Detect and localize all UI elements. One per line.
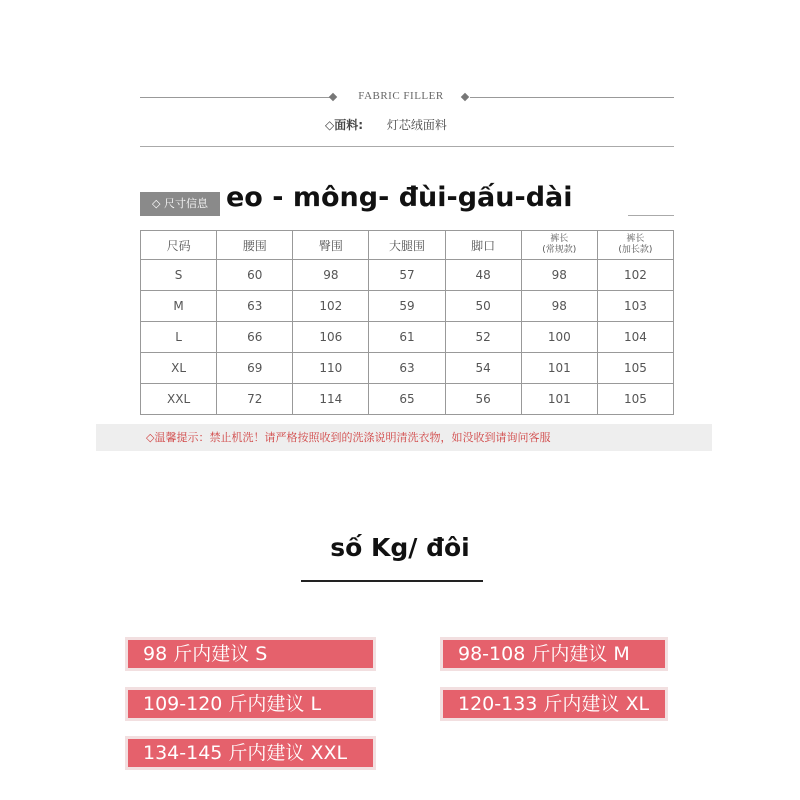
table-cell: 114 xyxy=(293,384,369,415)
table-cell: M xyxy=(141,291,217,322)
fabric-divider-right xyxy=(470,97,674,98)
fabric-title: FABRIC FILLER xyxy=(358,90,444,102)
table-row xyxy=(141,260,674,291)
col-header-length-regular: 裤长 (常规款) xyxy=(521,231,597,260)
table-cell: 54 xyxy=(445,353,521,384)
size-table xyxy=(140,230,674,415)
table-cell: 48 xyxy=(445,260,521,291)
table-cell: XL xyxy=(141,353,217,384)
recommendation-label: 134-145 斤内建议 XXL xyxy=(143,742,348,764)
table-cell: 57 xyxy=(369,260,445,291)
fabric-label: ◇面料: xyxy=(325,118,364,132)
table-cell: 50 xyxy=(445,291,521,322)
table-cell: 106 xyxy=(293,322,369,353)
size-info-tag: ◇ 尺寸信息 xyxy=(140,192,220,216)
recommendation-label: 109-120 斤内建议 L xyxy=(143,693,322,715)
fabric-bottom-divider xyxy=(140,146,674,147)
table-row xyxy=(141,322,674,353)
table-cell: S xyxy=(141,260,217,291)
diamond-icon xyxy=(329,93,337,101)
table-header-row xyxy=(141,231,674,260)
table-cell: 105 xyxy=(597,353,673,384)
care-warning: ◇温馨提示：禁止机洗！请严格按照收到的洗涤说明清洗衣物，如没收到请询问客服 xyxy=(96,424,712,451)
headline-divider xyxy=(628,215,674,216)
table-cell: 60 xyxy=(217,260,293,291)
table-cell: 72 xyxy=(217,384,293,415)
table-cell: 98 xyxy=(293,260,369,291)
table-cell: 104 xyxy=(597,322,673,353)
fabric-divider-left xyxy=(140,97,336,98)
measurement-headline: eo - mông- đùi-gấu-dài xyxy=(226,182,573,213)
table-cell: 61 xyxy=(369,322,445,353)
table-cell: 98 xyxy=(521,291,597,322)
table-cell: 63 xyxy=(369,353,445,384)
col-header-hip: 臀围 xyxy=(293,231,369,260)
table-cell: 100 xyxy=(521,322,597,353)
table-cell: 98 xyxy=(521,260,597,291)
table-cell: 103 xyxy=(597,291,673,322)
table-cell: 101 xyxy=(521,384,597,415)
recommendation-chip-xl xyxy=(440,687,668,721)
table-cell: 110 xyxy=(293,353,369,384)
recommendation-label: 98-108 斤内建议 M xyxy=(458,643,630,665)
table-cell: 56 xyxy=(445,384,521,415)
table-cell: 66 xyxy=(217,322,293,353)
table-cell: 52 xyxy=(445,322,521,353)
col-header-hem: 脚口 xyxy=(445,231,521,260)
table-cell: L xyxy=(141,322,217,353)
table-cell: 65 xyxy=(369,384,445,415)
recommendation-chip-m xyxy=(440,637,668,671)
recommendation-chip-l xyxy=(125,687,376,721)
table-cell: 102 xyxy=(597,260,673,291)
recommendation-label: 98 斤内建议 S xyxy=(143,643,268,665)
table-row xyxy=(141,291,674,322)
col-header-thigh: 大腿围 xyxy=(369,231,445,260)
table-row xyxy=(141,384,674,415)
kg-section-title: số Kg/ đôi xyxy=(330,533,470,562)
recommendation-label: 120-133 斤内建议 XL xyxy=(458,693,650,715)
table-cell: 59 xyxy=(369,291,445,322)
col-header-size: 尺码 xyxy=(141,231,217,260)
col-header-length-long: 裤长 (加长款) xyxy=(597,231,673,260)
recommendation-chip-s xyxy=(125,637,376,671)
table-cell: 63 xyxy=(217,291,293,322)
fabric-value: 灯芯绒面料 xyxy=(386,118,447,132)
kg-title-underline xyxy=(301,580,483,582)
col-header-waist: 腰围 xyxy=(217,231,293,260)
table-cell: 102 xyxy=(293,291,369,322)
recommendation-chip-xxl xyxy=(125,736,376,770)
fabric-row xyxy=(325,116,447,133)
table-cell: 105 xyxy=(597,384,673,415)
diamond-icon xyxy=(461,93,469,101)
table-cell: XXL xyxy=(141,384,217,415)
table-row xyxy=(141,353,674,384)
table-cell: 69 xyxy=(217,353,293,384)
table-cell: 101 xyxy=(521,353,597,384)
